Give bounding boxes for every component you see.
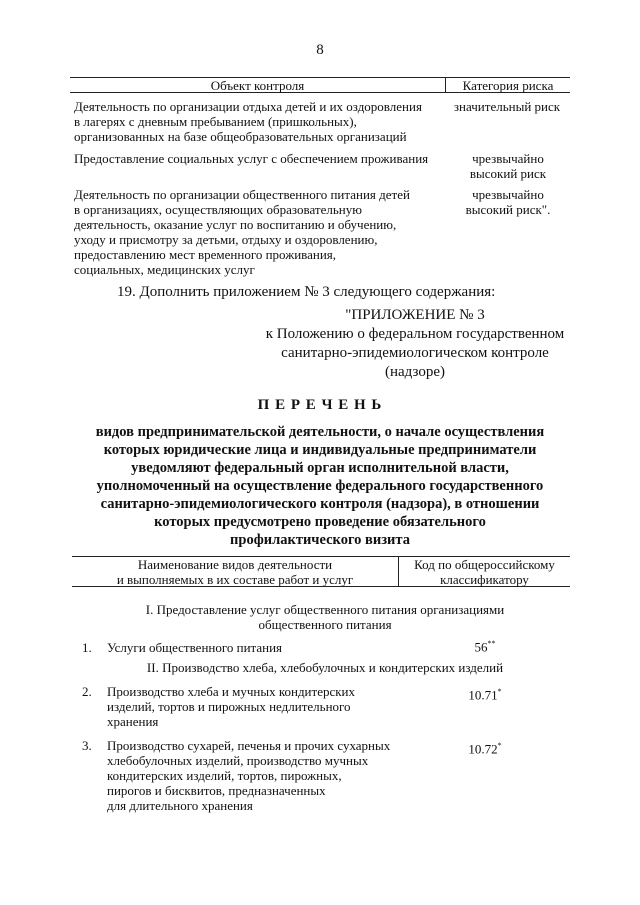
- text-line: пирогов и бисквитов, предназначенных: [107, 783, 326, 798]
- text-line: Услуги общественного питания: [107, 640, 283, 655]
- text-line: которых предусмотрено проведение обязательного: [154, 514, 486, 530]
- text-line: I. Предоставление услуг общественного питания организациями: [145, 602, 505, 617]
- text-line: уведомляют федеральный орган исполнительной власти,: [131, 460, 509, 476]
- item-code: [430, 738, 540, 756]
- risk-row-object: [74, 151, 444, 166]
- risk-row-category: [440, 99, 574, 114]
- footnote-mark: *: [497, 687, 502, 696]
- appendix-line: к Положению о федеральном государственном: [265, 326, 565, 342]
- item-code: [430, 684, 540, 702]
- text-line: высокий риск".: [465, 202, 551, 217]
- risk-row-object: [74, 187, 444, 277]
- text-line: Деятельность по организации отдыха детей и их оздоровления: [74, 99, 422, 114]
- text-line: общественного питания: [258, 617, 392, 632]
- item-name: [107, 684, 407, 729]
- text-line: предоставлению мест временного проживания,: [74, 247, 337, 262]
- text-line: Производство хлеба и мучных кондитерских: [107, 684, 356, 699]
- text-line: изделий, тортов и пирожных недлительного: [107, 699, 351, 714]
- item-name: [107, 640, 407, 655]
- page-number: 8: [316, 42, 324, 58]
- text-line: Деятельность по организации общественного питания детей: [74, 187, 410, 202]
- text-line: организованных на базе общеобразовательных организаций: [74, 129, 407, 144]
- list-title: П Е Р Е Ч Е Н Ь: [257, 397, 383, 413]
- appendix-line: санитарно-эпидемиологическом контроле: [281, 345, 549, 361]
- risk-row-category: [446, 187, 570, 217]
- text-line: хлебобулочных изделий, производство мучных: [107, 753, 369, 768]
- code-value: 56: [474, 639, 488, 655]
- clause-text: 19. Дополнить приложением № 3 следующего содержания:: [117, 284, 496, 300]
- text-line: значительный риск: [453, 99, 561, 114]
- appendix-line: (надзоре): [385, 364, 445, 380]
- section-heading: [100, 602, 550, 632]
- appendix-block: [250, 306, 580, 382]
- text-line: Производство сухарей, печенья и прочих сухарных: [107, 738, 391, 753]
- activities-header-name: [72, 557, 398, 587]
- text-line: кондитерских изделий, тортов, пирожных,: [107, 768, 342, 783]
- code-value: 10.71: [468, 687, 498, 703]
- code-value: 10.72: [468, 741, 498, 757]
- footnote-mark: **: [487, 639, 496, 648]
- text-line: Наименование видов деятельности: [137, 557, 333, 572]
- text-line: и выполняемых в их составе работ и услуг: [116, 572, 354, 587]
- text-line: высокий риск: [469, 166, 547, 181]
- item-number: 2.: [82, 684, 92, 699]
- text-line: санитарно-эпидемиологического контроля (надзора), в отношении: [100, 496, 540, 512]
- text-line: в организациях, осуществляющих образовательную: [74, 202, 362, 217]
- activities-header-code: [399, 557, 570, 587]
- item-name: [107, 738, 407, 813]
- item-number: 3.: [82, 738, 92, 753]
- text-line: социальных, медицинских услуг: [74, 262, 255, 277]
- footnote-mark: *: [497, 741, 502, 750]
- text-line: деятельность, оказание услуг по воспитанию и обучению,: [74, 217, 397, 232]
- text-line: видов предпринимательской деятельности, о начале осуществления: [95, 424, 545, 440]
- risk-table-header-category: Категория риска: [462, 78, 554, 93]
- item-code: [430, 636, 540, 654]
- text-line: чрезвычайно: [472, 151, 544, 166]
- list-subtitle: [40, 423, 600, 549]
- text-line: Код по общероссийскому: [414, 557, 555, 572]
- text-line: чрезвычайно: [472, 187, 544, 202]
- text-line: в лагерях с дневным пребыванием (пришкольных),: [74, 114, 357, 129]
- text-line: уполномоченный на осуществление федерального государственного: [96, 478, 544, 494]
- text-line: уходу и присмотру за детьми, отдыху и оздоровлению,: [74, 232, 378, 247]
- section-heading: II. Производство хлеба, хлебобулочных и кондитерских изделий: [146, 660, 504, 675]
- text-line: классификатору: [440, 572, 529, 587]
- risk-table-header-object: Объект контроля: [210, 78, 305, 93]
- risk-row-object: [74, 99, 444, 144]
- text-line: хранения: [107, 714, 159, 729]
- risk-row-category: [446, 151, 570, 181]
- text-line: профилактического визита: [230, 532, 410, 548]
- item-number: 1.: [82, 640, 92, 655]
- text-line: для длительного хранения: [107, 798, 253, 813]
- text-line: которых юридические лица и индивидуальные предприниматели: [103, 442, 537, 458]
- appendix-title: "ПРИЛОЖЕНИЕ № 3: [345, 307, 485, 323]
- text-line: Предоставление социальных услуг с обеспечением проживания: [74, 151, 429, 166]
